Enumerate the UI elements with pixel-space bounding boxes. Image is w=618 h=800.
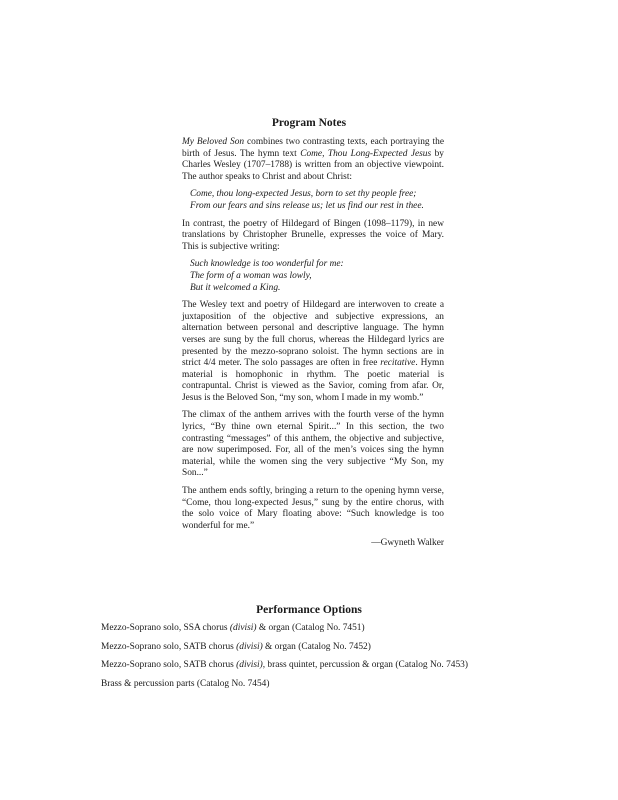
performance-option [101, 679, 601, 698]
work-title: My Beloved Son [182, 137, 245, 147]
quote-line: But it welcomed a King. [190, 282, 281, 293]
notes-p3-text-a: The Wesley text and poetry of Hildegard are interwoven to create a juxtaposition of the objective and subjective expressions, an alternation between personal and descriptive language. The hymn verses are sung by the full chorus, whereas the Hildegard lyrics are presented by the mezzo-soprano soloist. The hymn sections are in strict 4/4 meter. The solo passages are often in free [182, 300, 444, 369]
performance-option [101, 623, 601, 642]
option-text: Brass & percussion parts (Catalog No. 7454) [101, 678, 270, 689]
quote-line: Such knowledge is too wonderful for me: [190, 259, 344, 270]
performance-options-title: Performance Options [256, 604, 362, 616]
notes-paragraph-4: The climax of the anthem arrives with the fourth verse of the hymn lyrics, “By thine own eternal Spirit...” In this section, the two contrasting “messages” of this anthem, the objective and subjective, are now superimposed. For, all of the men’s voices sing the hymn material, while the women sing the very subjective “My Son, my Son...” [182, 410, 444, 479]
option-catalog: brass quintet, percussion & organ (Catalog No. 7453) [265, 660, 468, 670]
notes-paragraph-1 [182, 137, 444, 183]
option-catalog: & organ (Catalog No. 7452) [262, 641, 371, 652]
option-catalog: & organ (Catalog No. 7451) [256, 623, 365, 633]
option-text: Mezzo-Soprano solo, SSA chorus [101, 623, 230, 633]
divisi-term: (divisi), [236, 660, 266, 670]
divisi-term: (divisi) [236, 641, 263, 652]
author-signature: —Gwyneth Walker [371, 538, 444, 549]
notes-paragraph-2: In contrast, the poetry of Hildegard of Bingen (1098–1179), in new translations by Christopher Brunelle, expresses the voice of Mary. This is subjective writing: [182, 218, 444, 252]
hymn-quote [182, 189, 444, 212]
quote-line: Come, thou long-expected Jesus, born to set thy people free; [190, 189, 417, 200]
notes-paragraph-3 [182, 300, 444, 404]
performance-option [101, 642, 601, 661]
notes-p1-text-a: combines two contrasting texts, each portraying the birth of Jesus. The hymn text [182, 137, 444, 159]
program-notes-title: Program Notes [271, 117, 347, 129]
notes-paragraph-5: The anthem ends softly, bringing a return to the opening hymn verse, “Come, thou long-expected Jesus,” sung by the entire chorus, with the solo voice of Mary floating above: “Such knowledge is too wonderful for me.” [182, 486, 444, 531]
option-text: Mezzo-Soprano solo, SATB chorus [101, 660, 237, 670]
hymn-title: Come, Thou Long-Expected Jesus [300, 148, 432, 159]
performance-options-list [101, 623, 601, 697]
notes-p3-text-b: . Hymn material is homophonic in rhythm. The poetic material is contrapuntal. Christ is viewed as the Savior, coming from afar. Or, Jesus is the Beloved Son, “my son, whom I made in my womb.” [182, 358, 445, 403]
option-text: Mezzo-Soprano solo, SATB chorus [101, 641, 237, 652]
divisi-term: (divisi) [229, 623, 257, 633]
notes-p1-text-b: by Charles Wesley (1707–1788) is written from an objective viewpoint. The author speaks to Christ and about Christ: [182, 148, 444, 182]
hildegard-quote [182, 259, 444, 294]
program-notes-body [182, 137, 444, 550]
quote-line: The form of a woman was lowly, [190, 270, 312, 281]
recitative-term: recitative [380, 358, 416, 369]
quote-line: From our fears and sins release us; let us find our rest in thee. [190, 200, 424, 211]
performance-option [101, 660, 601, 679]
